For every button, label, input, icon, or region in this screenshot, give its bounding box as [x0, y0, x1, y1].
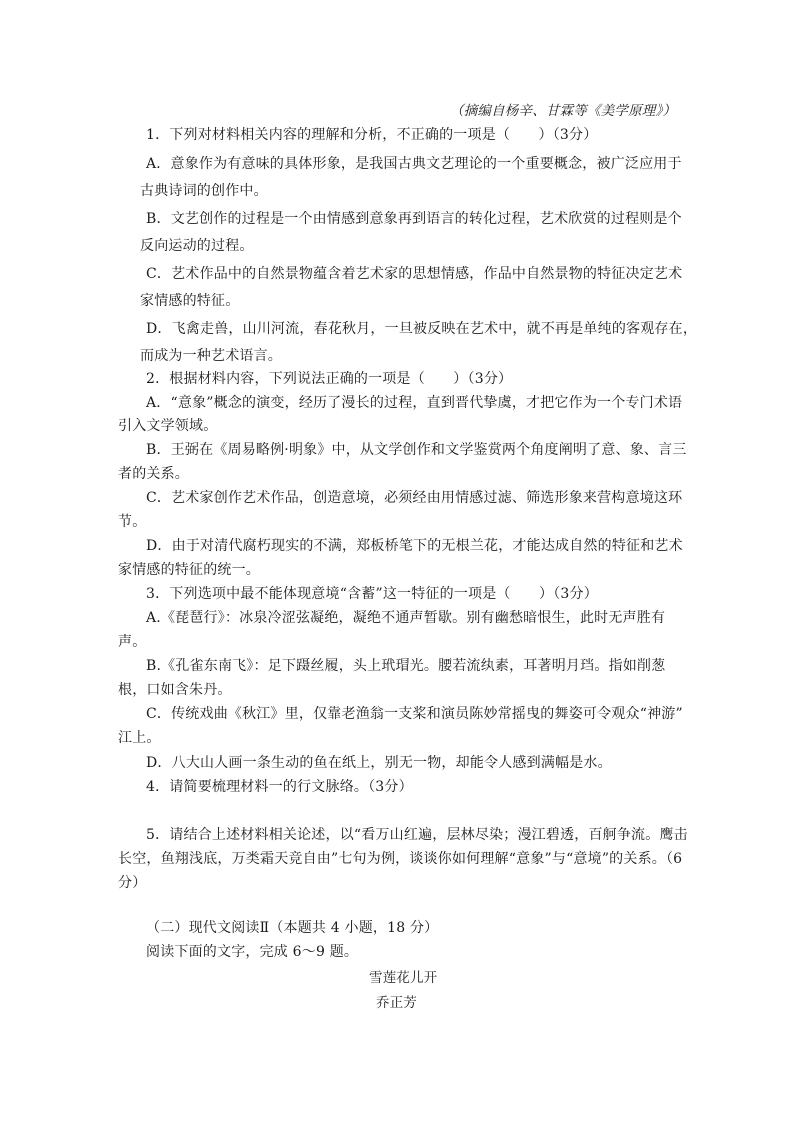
q1-option-b: B．文艺创作的过程是一个由情感到意象再到语言的转化过程，艺术欣赏的过程则是个 [146, 211, 682, 227]
q2-option-a-cont: 引入文学领域。 [118, 418, 218, 434]
source-citation: （摘编自杨辛、甘霖等《美学原理》） [450, 103, 677, 119]
q1-option-a-cont: 古典诗词的创作中。 [140, 183, 268, 199]
q1-option-d-cont: 而成为一种艺术语言。 [140, 348, 282, 364]
q3-option-a: A.《琵琶行》：冰泉冷涩弦凝绝，凝绝不通声暂歇。别有幽愁暗恨生，此时无声胜有 [146, 610, 666, 626]
q3-option-b: B.《孔雀东南飞》：足下蹑丝履，头上玳瑁光。腰若流纨素，耳著明月珰。指如削葱 [146, 658, 666, 674]
passage-author: 乔正芳 [376, 995, 418, 1011]
q2-option-a: A．“意象”概念的演变，经历了漫长的过程，直到晋代挚虞，才把它作为一个专门术语 [146, 395, 683, 411]
q1-option-c-cont: 家情感的特征。 [140, 293, 240, 309]
q4-stem: 4．请简要梳理材料一的行文脉络。（3分） [146, 779, 413, 795]
q3-option-a-cont: 声。 [118, 634, 147, 650]
q2-option-c: C．艺术家创作艺术作品，创造意境，必须经由用情感过滤、筛选形象来营构意境这环 [146, 490, 683, 506]
q1-stem: 1．下列对材料相关内容的理解和分析，不正确的一项是（ ）（3分） [146, 127, 598, 143]
q1-option-b-cont: 反向运动的过程。 [140, 238, 254, 254]
q1-option-c: C．艺术作品中的自然景物蕴含着艺术家的思想情感，作品中自然景物的特征决定艺术 [146, 266, 683, 282]
q2-option-d-cont: 家情感的特征的统一。 [118, 562, 260, 578]
q5-stem-cont-2: 分） [118, 875, 147, 891]
q1-option-a: A．意象作为有意味的具体形象，是我国古典文艺理论的一个重要概念，被广泛应用于 [146, 156, 682, 172]
q3-stem: 3．下列选项中最不能体现意境“含蓄”这一特征的一项是（ ）（3分） [146, 586, 598, 602]
q5-stem-cont-1: 长空，鱼翔浅底，万类霜天竞自由”七句为例，谈谈你如何理解“意象”与“意境”的关系。（6 [118, 851, 683, 867]
section-instruction: 阅读下面的文字，完成 6～9 题。 [146, 944, 359, 960]
q1-option-d: D．飞禽走兽，山川河流，春花秋月，一旦被反映在艺术中，就不再是单纯的客观存在， [146, 321, 698, 337]
q3-option-c: C．传统戏曲《秋江》里，仅靠老渔翁一支桨和演员陈妙常摇曳的舞姿可令观众“神游” [146, 706, 683, 722]
q2-option-b-cont: 者的关系。 [118, 466, 189, 482]
q3-option-b-cont: 根，口如含朱丹。 [118, 682, 232, 698]
section-heading: （二）现代文阅读Ⅱ（本题共 4 小题，18 分） [146, 920, 439, 936]
q3-option-d: D．八大山人画一条生动的鱼在纸上，别无一物，却能令人感到满幅是水。 [146, 755, 612, 771]
q3-option-c-cont: 江上。 [118, 730, 161, 746]
q2-option-b: B．王弼在《周易略例·明象》中，从文学创作和文学鉴赏两个角度阐明了意、象、言三 [146, 442, 687, 458]
q5-stem: 5．请结合上述材料相关论述，以“看万山红遍，层林尽染；漫江碧透，百舸争流。鹰击 [146, 827, 688, 843]
q2-option-d: D．由于对清代腐朽现实的不满，郑板桥笔下的无根兰花，才能达成自然的特征和艺术 [146, 538, 683, 554]
passage-title: 雪莲花儿开 [369, 970, 438, 986]
q2-stem: 2．根据材料内容，下列说法正确的一项是（ ）（3分） [146, 371, 513, 387]
q2-option-c-cont: 节。 [118, 514, 147, 530]
